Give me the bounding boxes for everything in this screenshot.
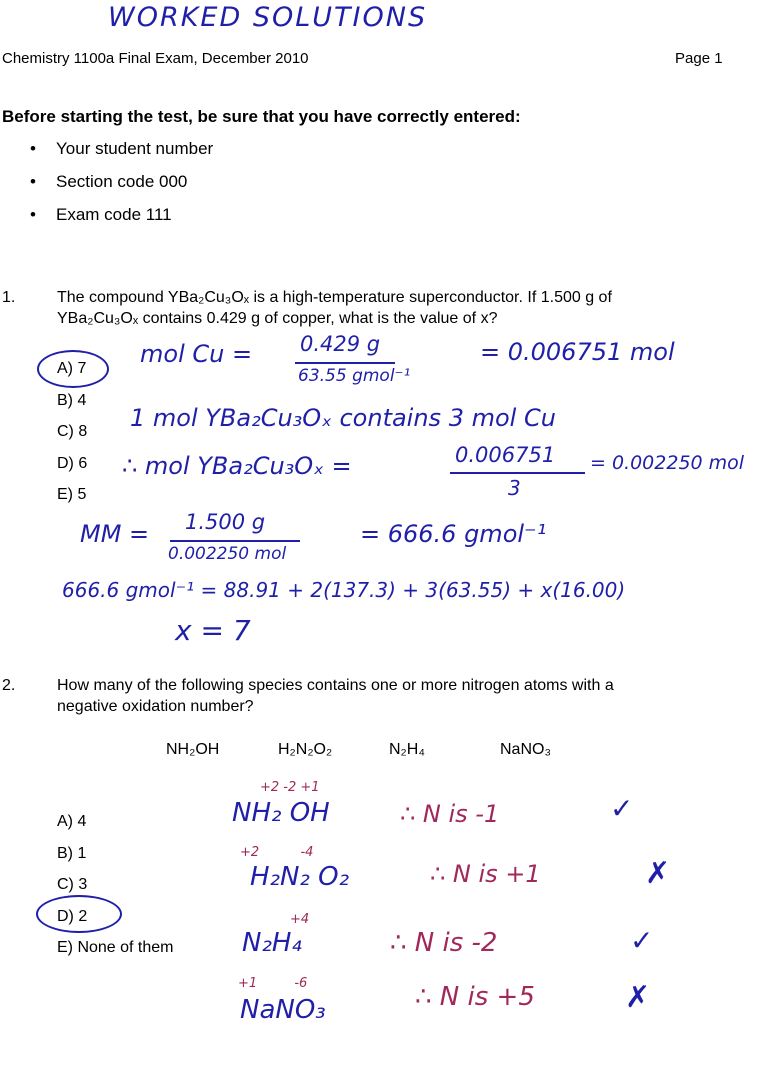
q2-species-3: N₂H₄ [389,741,425,758]
q1-work-mm-rhs: = 666.6 gmol⁻¹ [360,520,547,548]
q2-choice-c: C) 3 [57,876,88,893]
q1-work-mol-compound-lhs: ∴ mol YBa₂Cu₃Oₓ = [122,452,352,480]
q1-work-mol-compound-num: 0.006751 [455,443,556,467]
instructions-list [0,139,213,238]
exam-header-title: Chemistry 1100a Final Exam, December 2010 [2,50,309,67]
q1-work-answer: x = 7 [175,614,251,647]
q2-work-result-2: ∴ N is +1 [430,860,541,888]
bullet-item: • Your student number [0,139,213,172]
q1-choice-e: E) 5 [57,486,87,503]
q2-work-result-4: ∴ N is +5 [415,982,535,1012]
q2-work-ox-4: +1 -6 [238,976,308,991]
q2-work-ox-1: +2 -2 +1 [260,780,320,795]
q2-work-formula-1: NH₂ OH [232,798,330,828]
q2-work-result-3: ∴ N is -2 [390,928,498,958]
q1-work-mol-cu-rhs: = 0.006751 mol [480,338,675,366]
q1-work-mm-num: 1.500 g [185,510,266,534]
q1-work-mm-den: 0.002250 mol [168,544,287,564]
q2-species-4: NaNO₃ [500,741,551,758]
q2-work-formula-3: N₂H₄ [242,928,302,958]
q1-choice-b: B) 4 [57,391,87,409]
q2-work-formula-4: NaNO₃ [240,995,326,1025]
q2-choices [57,813,174,971]
q2-text-line1: How many of the following species contains one or more nitrogen atoms with a [57,677,614,694]
fraction-bar [295,362,395,364]
q1-work-mol-compound-den: 3 [508,476,521,500]
q2-species-2: H₂N₂O₂ [278,741,333,758]
q1-work-mol-cu-lhs: mol Cu = [140,340,253,368]
q1-choice-a: A) 7 [57,360,87,377]
q2-work-result-1: ∴ N is -1 [400,800,500,828]
bullet-item: • Section code 000 [0,172,213,205]
q2-choice-d: D) 2 [57,907,88,925]
q2-number: 2. [2,677,16,694]
q2-choice-a: A) 4 [57,813,87,830]
q2-choice-b: B) 1 [57,844,87,862]
q1-answer-circle [37,350,109,388]
check-icon: ✓ [610,792,634,825]
fraction-bar [450,472,585,474]
cross-icon: ✗ [625,980,651,1015]
fraction-bar [170,540,300,542]
q1-text-line1: The compound YBa₂Cu₃Oₓ is a high-temperature superconductor. If 1.500 g of [57,289,612,306]
q1-choice-c: C) 8 [57,423,88,440]
q1-work-mm-lhs: MM = [80,520,150,548]
q1-choice-d: D) 6 [57,454,88,472]
handwritten-title: WORKED SOLUTIONS [108,2,428,33]
q1-work-mass-equation: 666.6 gmol⁻¹ = 88.91 + 2(137.3) + 3(63.55) + x(16.00) [62,578,626,602]
page-number: Page 1 [675,50,723,67]
q2-work-ox-3: +4 [290,912,310,927]
instructions-heading: Before starting the test, be sure that you have correctly entered: [2,107,521,126]
q1-work-mol-compound-rhs: = 0.002250 mol [590,452,745,474]
check-icon: ✓ [630,924,654,957]
cross-icon: ✗ [645,856,671,891]
q1-work-mol-cu-num: 0.429 g [300,332,381,356]
q2-answer-circle [36,895,122,933]
q1-text-line2: YBa₂Cu₃Oₓ contains 0.429 g of copper, what is the value of x? [57,310,498,327]
q1-work-mol-cu-den: 63.55 gmol⁻¹ [298,366,411,386]
bullet-item: • Exam code 111 [0,205,213,238]
q2-work-formula-2: H₂N₂ O₂ [250,862,349,892]
q2-species-1: NH₂OH [166,741,220,758]
q1-number: 1. [2,289,16,306]
q2-work-ox-2: +2 -4 [240,845,314,860]
q2-choice-e: E) None of them [57,939,174,956]
q2-text-line2: negative oxidation number? [57,698,254,715]
q1-work-ratio: 1 mol YBa₂Cu₃Oₓ contains 3 mol Cu [130,404,556,432]
